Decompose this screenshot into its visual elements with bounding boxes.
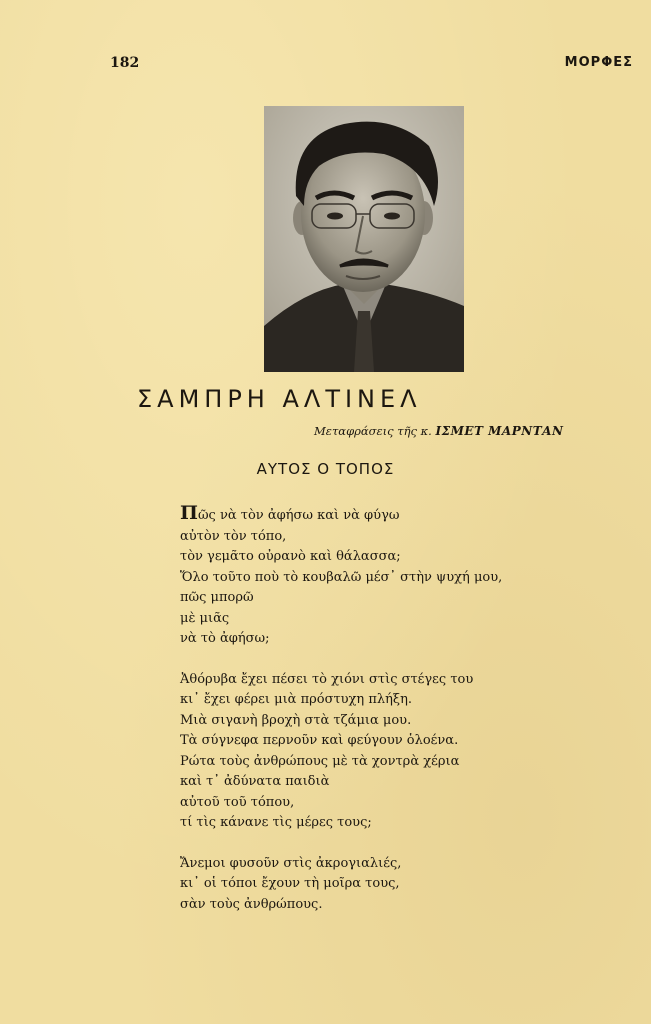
poem-body bbox=[180, 503, 502, 915]
poem-line: τί τὶς κάνανε τὶς μέρες τους; bbox=[180, 815, 372, 830]
poem-title: ΑΥΤΟΣ Ο ΤΟΠΟΣ bbox=[256, 460, 395, 478]
stanza bbox=[180, 854, 502, 916]
poem-line: πῶς μπορῶ bbox=[180, 590, 254, 605]
poem-line: Μιὰ σιγανὴ βροχὴ στὰ τζάμια μου. bbox=[180, 712, 412, 728]
poem-line: Ρώτα τοὺς ἀνθρώπους μὲ τὰ χοντρὰ χέρια bbox=[180, 753, 460, 769]
poem-line: Ἄνεμοι φυσοῦν στὶς ἀκρογιαλιές, bbox=[180, 855, 402, 871]
poem-line: μὲ μιᾶς bbox=[180, 610, 230, 626]
poem-line: αὐτοῦ τοῦ τόπου, bbox=[180, 794, 295, 810]
poem-line: Τὰ σύγνεφα περνοῦν καὶ φεύγουν ὁλοένα. bbox=[180, 733, 459, 748]
author-name: ΣΑΜΠΡΗ ΑΛΤΙΝΕΛ bbox=[137, 385, 422, 413]
drop-cap: Π bbox=[180, 502, 198, 524]
author-portrait-photo bbox=[264, 106, 464, 372]
poem-line: σὰν τοὺς ἀνθρώπους. bbox=[180, 896, 323, 912]
stanza bbox=[180, 670, 502, 834]
poem-line: Ὅλο τοῦτο ποὺ τὸ κουβαλῶ μέσ᾽ στὴν ψυχή μου, bbox=[180, 569, 503, 585]
poem-line: αὐτὸν τὸν τόπο, bbox=[180, 528, 287, 544]
translator-name: ΙΣΜΕΤ ΜΑΡΝΤΑΝ bbox=[435, 424, 564, 438]
poem-line: καὶ τ᾽ ἀδύνατα παιδιὰ bbox=[180, 774, 330, 789]
translator-credit bbox=[314, 424, 563, 438]
poem-line: τὸν γεμᾶτο οὐρανὸ καὶ θάλασσα; bbox=[180, 549, 401, 564]
stanza bbox=[180, 503, 502, 650]
poem-line: Ἀθόρυβα ἔχει πέσει τὸ χιόνι στὶς στέγες του bbox=[180, 671, 474, 687]
poem-line: νὰ τὸ ἀφήσω; bbox=[180, 631, 270, 646]
poem-line: κι᾽ οἱ τόποι ἔχουν τὴ μοῖρα τους, bbox=[180, 876, 400, 891]
translator-prefix: Μεταφράσεις τῆς κ. bbox=[314, 424, 432, 438]
page-number: 182 bbox=[110, 55, 140, 71]
poem-line-text: ῶς νὰ τὸν ἀφήσω καὶ νὰ φύγω bbox=[197, 508, 400, 523]
journal-running-head: ΜΟΡΦΕΣ bbox=[564, 55, 633, 70]
poem-line: κι᾽ ἔχει φέρει μιὰ πρόστυχη πλήξη. bbox=[180, 692, 413, 707]
poem-line bbox=[180, 503, 502, 527]
